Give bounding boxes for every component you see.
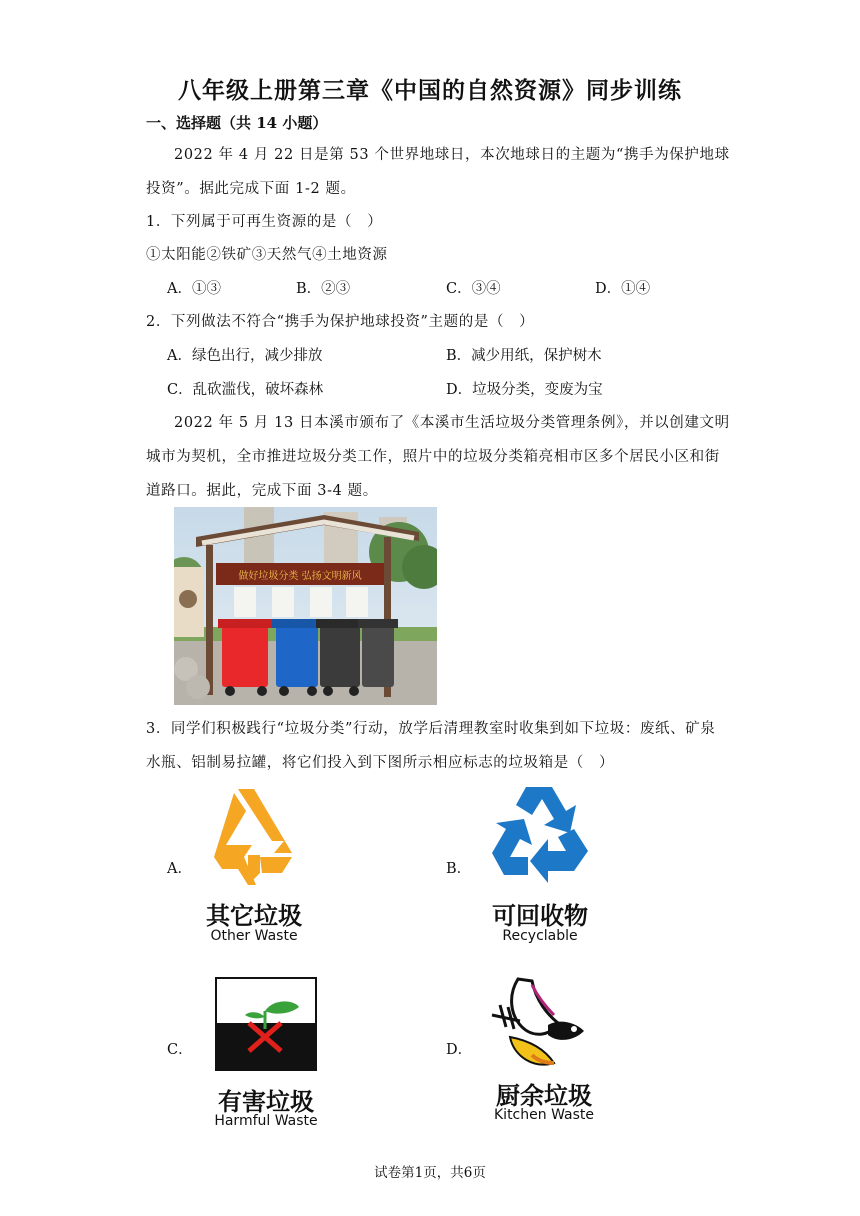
q2-option-d[interactable]: D．垃圾分类，变废为宝 [446,382,603,398]
q3-option-b-letter[interactable]: B． [446,861,472,877]
other-waste-icon [208,785,300,893]
q1-option-c[interactable]: C．③④ [446,281,501,297]
banner-text: 做好垃圾分类 弘扬文明新风 [238,571,362,582]
intro2-line3: 道路口。据此，完成下面 3-4 题。 [146,483,378,499]
q3-stem-line2: 水瓶、铝制易拉罐，将它们投入到下图所示相应标志的垃圾箱是（ ） [146,755,615,771]
intro2-line1: 2022 年 5 月 13 日本溪市颁布了《本溪市生活垃圾分类管理条例》，并以创建文明 [174,415,730,431]
other-waste-zh: 其它垃圾 [206,902,302,930]
q1-option-d[interactable]: D．①④ [595,281,651,297]
kitchen-waste-icon [488,975,594,1071]
recyclable-zh: 可回收物 [492,902,588,930]
q1-option-b[interactable]: B．②③ [296,281,351,297]
sorting-bins-photo [174,507,437,705]
q3-option-a-letter[interactable]: A． [167,861,192,877]
section-heading: 一、选择题（共 14 小题） [146,114,328,132]
q3-stem-line1: 3．同学们积极践行“垃圾分类”行动，放学后清理教室时收集到如下垃圾：废纸、矿泉 [146,721,716,737]
q2-stem: 2．下列做法不符合“携手为保护地球投资”主题的是（ ） [146,314,535,330]
intro1-line1: 2022 年 4 月 22 日是第 53 个世界地球日，本次地球日的主题为“携手为保护地球 [174,147,730,163]
harmful-waste-zh: 有害垃圾 [218,1088,314,1116]
q2-option-c[interactable]: C．乱砍滥伐，破坏森林 [167,382,324,398]
recycle-icon [486,783,594,885]
q1-items: ①太阳能②铁矿③天然气④土地资源 [146,247,388,263]
q2-option-b[interactable]: B．减少用纸，保护树木 [446,348,602,364]
harmful-waste-icon [215,977,317,1071]
recyclable-en: Recyclable [502,928,578,944]
q1-stem: 1．下列属于可再生资源的是（ ） [146,214,383,230]
harmful-waste-en: Harmful Waste [214,1113,318,1129]
intro2-line2: 城市为契机，全市推进垃圾分类工作，照片中的垃圾分类箱亮相市区多个居民小区和街 [146,449,720,465]
kitchen-waste-en: Kitchen Waste [494,1107,594,1123]
kitchen-waste-zh: 厨余垃圾 [496,1082,592,1110]
page-footer: 试卷第1页，共6页 [374,1165,486,1181]
q1-option-a[interactable]: A．①③ [167,281,221,297]
q2-option-a[interactable]: A．绿色出行，减少排放 [167,348,323,364]
intro1-line2: 投资”。据此完成下面 1-2 题。 [146,181,356,197]
other-waste-en: Other Waste [210,928,298,944]
q3-option-c-letter[interactable]: C． [167,1042,193,1058]
page-title: 八年级上册第三章《中国的自然资源》同步训练 [178,77,682,104]
q3-option-d-letter[interactable]: D． [446,1042,473,1058]
